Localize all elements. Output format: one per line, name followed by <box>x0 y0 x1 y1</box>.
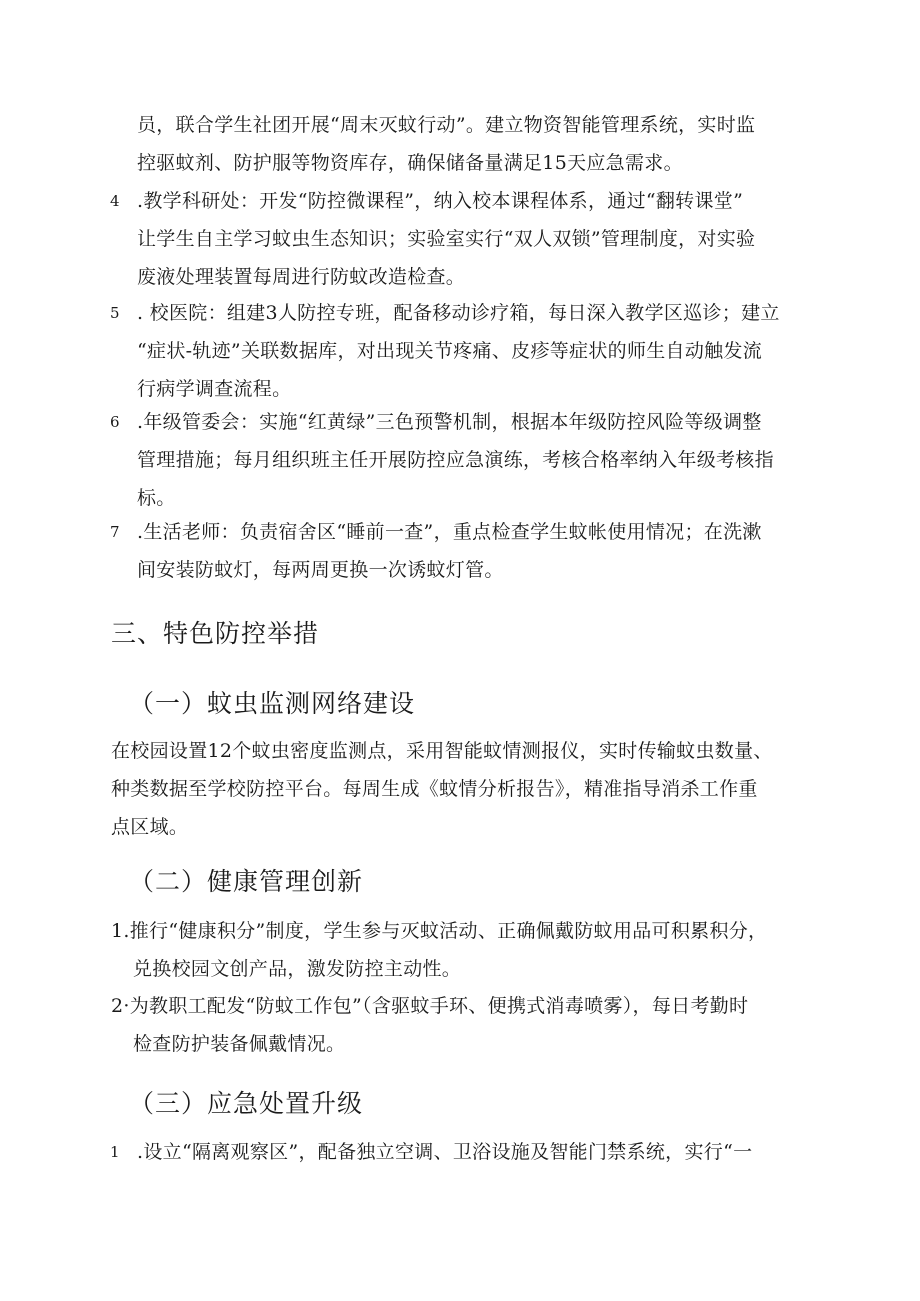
subsection-heading: （一）蚊虫监测网络建设 <box>129 689 416 718</box>
text-line: 标。 <box>137 487 176 509</box>
text-line: .设立“隔离观察区”，配备独立空调、卫浴设施及智能门禁系统，实行“一 <box>137 1141 753 1163</box>
text-line: 废液处理装置每周进行防蚊改造检查。 <box>137 266 466 288</box>
text-line: . 校医院：组建3人防控专班，配备移动诊疗箱，每日深入教学区巡诊；建立 <box>137 302 780 324</box>
continuation-paragraph <box>137 106 755 182</box>
text-line: 兑换校园文创产品，激发防控主动性。 <box>133 958 462 980</box>
list-number: 1 <box>110 1143 120 1161</box>
text-line: 间安装防蚊灯，每两周更换一次诱蚊灯管。 <box>137 559 504 581</box>
list-item-dorm-teacher <box>137 513 762 589</box>
list-item-school-hospital <box>137 294 780 408</box>
subsection-heading: （二）健康管理创新 <box>129 867 364 896</box>
text-line: .年级管委会：实施“红黄绿”三色预警机制，根据本年级防控风险等级调整 <box>137 411 762 433</box>
text-line: 管理措施；每月组织班主任开展防控应急演练，考核合格率纳入年级考核指 <box>137 449 774 471</box>
text-line: 在校园设置12个蚊虫密度监测点，采用智能蚊情测报仪，实时传输蚊虫数量、 <box>111 740 773 762</box>
text-line: 1.推行“健康积分”制度，学生参与灭蚊活动、正确佩戴防蚊用品可积累积分， <box>111 920 768 942</box>
text-line: 种类数据至学校防控平台。每周生成《蚊情分析报告》，精准指导消杀工作重 <box>111 778 758 800</box>
list-number: 7 <box>110 523 120 541</box>
text-line: 点区域。 <box>111 816 189 838</box>
text-line: 员，联合学生社团开展“周末灭蚊行动”。建立物资智能管理系统，实时监 <box>137 114 756 136</box>
subsection-heading: （三）应急处置升级 <box>129 1089 364 1118</box>
section-heading: 三、特色防控举措 <box>111 619 320 648</box>
list-item-teaching-research <box>137 182 755 296</box>
text-line: “症状-轨迹”关联数据库，对出现关节疼痛、皮疹等症状的师生自动触发流 <box>137 340 763 362</box>
list-item-grade-committee <box>137 403 774 517</box>
text-line: .教学科研处：开发“防控微课程”，纳入校本课程体系，通过“翻转课堂” <box>137 190 744 212</box>
list-number: 6 <box>110 413 120 431</box>
list-item-isolation-area <box>137 1133 752 1171</box>
list-number: 4 <box>110 192 120 210</box>
text-line: .生活老师：负责宿舍区“睡前一查”，重点检查学生蚊帐使用情况；在洗漱 <box>137 521 762 543</box>
text-line: 控驱蚊剂、防护服等物资库存，确保储备量满足15天应急需求。 <box>137 152 683 174</box>
list-number: 5 <box>110 304 120 322</box>
text-line: 行病学调查流程。 <box>137 378 292 400</box>
text-line: 检查防护装备佩戴情况。 <box>133 1033 346 1055</box>
text-line: 让学生自主学习蚊虫生态知识；实验室实行“双人双锁”管理制度，对实验 <box>137 228 756 250</box>
text-line: 2·为教职工配发“防蚊工作包”（含驱蚊手环、便携式消毒喷雾），每日考勤时 <box>111 995 749 1017</box>
list-item-health-points <box>111 912 767 988</box>
list-item-staff-kit <box>111 987 748 1063</box>
subsection-body <box>111 732 773 846</box>
